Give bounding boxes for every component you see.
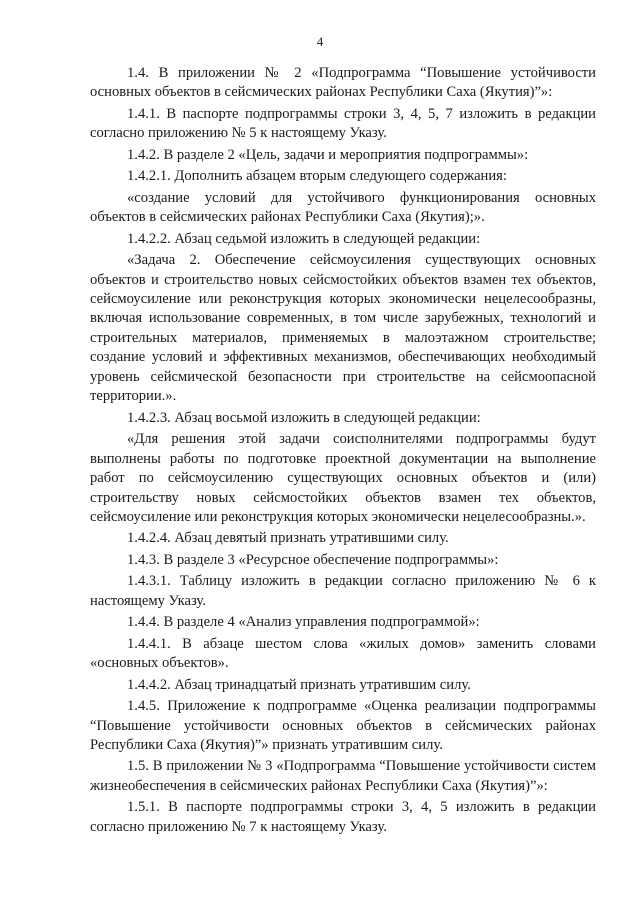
paragraph-1-4-4-2: 1.4.4.2. Абзац тринадцатый признать утратившим силу.: [127, 676, 471, 693]
paragraph-1-4-2-3: 1.4.2.3. Абзац восьмой изложить в следующей редакции:: [127, 409, 481, 426]
paragraph-1-4-2-4: 1.4.2.4. Абзац девятый признать утратившими силу.: [127, 530, 449, 547]
paragraph-1-5: 1.5. В приложении № 3 «Подпрограмма “Повышение устойчивости систем жизнеобеспечения в сейсмических районах Республики Саха (Якутия)”»:: [90, 758, 596, 794]
paragraph-1-4-1: 1.4.1. В паспорте подпрограммы строки 3, 4, 5, 7 изложить в редакции согласно приложению № 5 к настоящему Указу.: [90, 105, 596, 142]
paragraph-1-4-3: 1.4.3. В разделе 3 «Ресурсное обеспечение подпрограммы»:: [127, 551, 499, 568]
paragraph-1-4: 1.4. В приложении № 2 «Подпрограмма “Повышение устойчивости основных объектов в сейсмических районах Республики Саха (Якутия)”»:: [90, 65, 596, 101]
paragraph-1-4-2: 1.4.2. В разделе 2 «Цель, задачи и мероприятия подпрограммы»:: [127, 146, 529, 163]
paragraph-1-4-4-1: 1.4.4.1. В абзаце шестом слова «жилых домов» заменить словами «основных объектов».: [90, 635, 596, 672]
paragraph-1-4-2-2: 1.4.2.2. Абзац седьмой изложить в следующей редакции:: [127, 230, 481, 247]
paragraph-quote-3: «Для решения этой задачи соисполнителями подпрограммы будут выполнены работы по подготовке проектной документации на выполнение работ по сейсмоусилению существующих основных объектов и (или) строительству новых сейсмостойких объектов взамен тех объектов, сейсмоусиление или реконструкция которых экономически нецелесообразны.».: [90, 431, 596, 525]
paragraph-1-4-5: 1.4.5. Приложение к подпрограмме «Оценка реализации подпрограммы “Повышение устойчивости основных объектов в сейсмических районах Республики Саха (Якутия)”» признать утратившим силу.: [90, 698, 596, 753]
paragraph-1-4-2-1: 1.4.2.1. Дополнить абзацем вторым следующего содержания:: [127, 168, 507, 185]
paragraph-1-4-4: 1.4.4. В разделе 4 «Анализ управления подпрограммой»:: [127, 614, 480, 631]
paragraph-1-4-3-1: 1.4.3.1. Таблицу изложить в редакции согласно приложению № 6 к настоящему Указу.: [90, 573, 596, 609]
paragraph-quote-2: «Задача 2. Обеспечение сейсмоусиления существующих основных объектов и строительство новых сейсмостойких объектов взамен тех объектов, сейсмоусиление или реконструкция которых экономически нецелесообразны, включая использование современных, в том числе зарубежных, технологий и строительных материалов, применяемых в малоэтажном строительстве; создание условий и эффективных механизмов, обеспечивающих необходимый уровень сейсмической безопасности при строительстве на сейсмоопасной территории.».: [90, 252, 596, 405]
document-body: [90, 64, 596, 837]
page-number: 4: [316, 34, 324, 49]
paragraph-quote-1: «создание условий для устойчивого функционирования основных объектов в сейсмических районах Республики Саха (Якутия);».: [90, 189, 596, 226]
paragraph-1-5-1: 1.5.1. В паспорте подпрограммы строки 3, 4, 5 изложить в редакции согласно приложению № 7 к настоящему Указу.: [90, 799, 596, 835]
